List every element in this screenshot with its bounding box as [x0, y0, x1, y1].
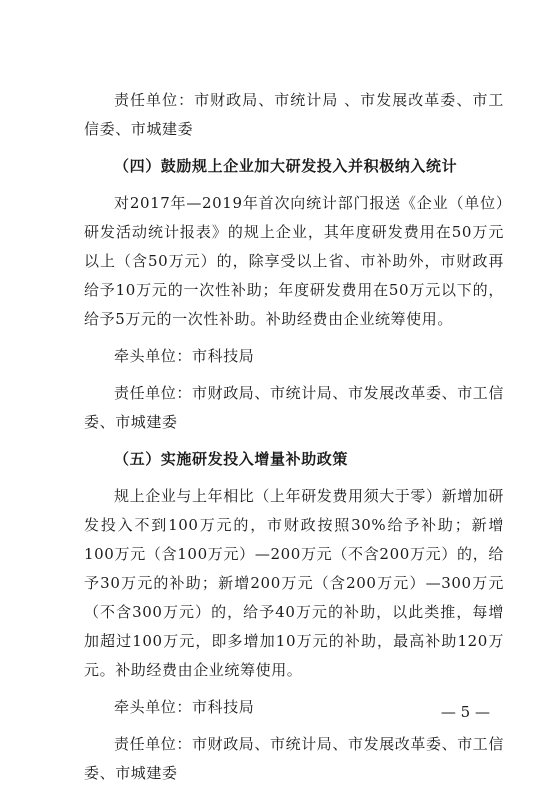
responsibility-units-paragraph: 责任单位：市财政局、市统计局、市发展改革委、市工信委、市城建委: [84, 735, 505, 782]
document-body: [84, 86, 504, 796]
body-paragraph: 规上企业与上年相比（上年研发费用须大于零）新增加研发投入不到100万元的，市财政按照30%给予补助；新增100万元（含100万元）—200万元（不含200万元）的，给予30万元的补助；新增200万元（含200万元）—300万元（不含300万元）的，给予40万元的补助，以此类推，每增加超过100万元，即多增加10万元的补助，最高补助120万元。补助经费由企业统筹使用。: [84, 487, 505, 679]
lead-unit-paragraph: 牵头单位：市科技局: [114, 347, 255, 365]
body-paragraph: 对2017年—2019年首次向统计部门报送《企业（单位）研发活动统计报表》的规上企业，其年度研发费用在50万元以上（含50万元）的，除享受以上省、市补助外，市财政再给予10万元的一次性补助；年度研发费用在50万元以下的，给予5万元的一次性补助。补助经费由企业统筹使用。: [84, 194, 504, 328]
lead-unit-paragraph: 牵头单位：市科技局: [114, 698, 255, 716]
section-heading-5: （五）实施研发投入增量补助政策: [114, 450, 349, 468]
page-number: — 5 —: [440, 703, 490, 721]
responsibility-units-paragraph: 责任单位：市财政局、市统计局、市发展改革委、市工信委、市城建委: [84, 384, 505, 431]
responsibility-units-paragraph: 责任单位：市财政局、市统计局 、市发展改革委、市工信委、市城建委: [84, 91, 504, 138]
section-heading-4: （四）鼓励规上企业加大研发投入并积极纳入统计: [114, 157, 458, 175]
